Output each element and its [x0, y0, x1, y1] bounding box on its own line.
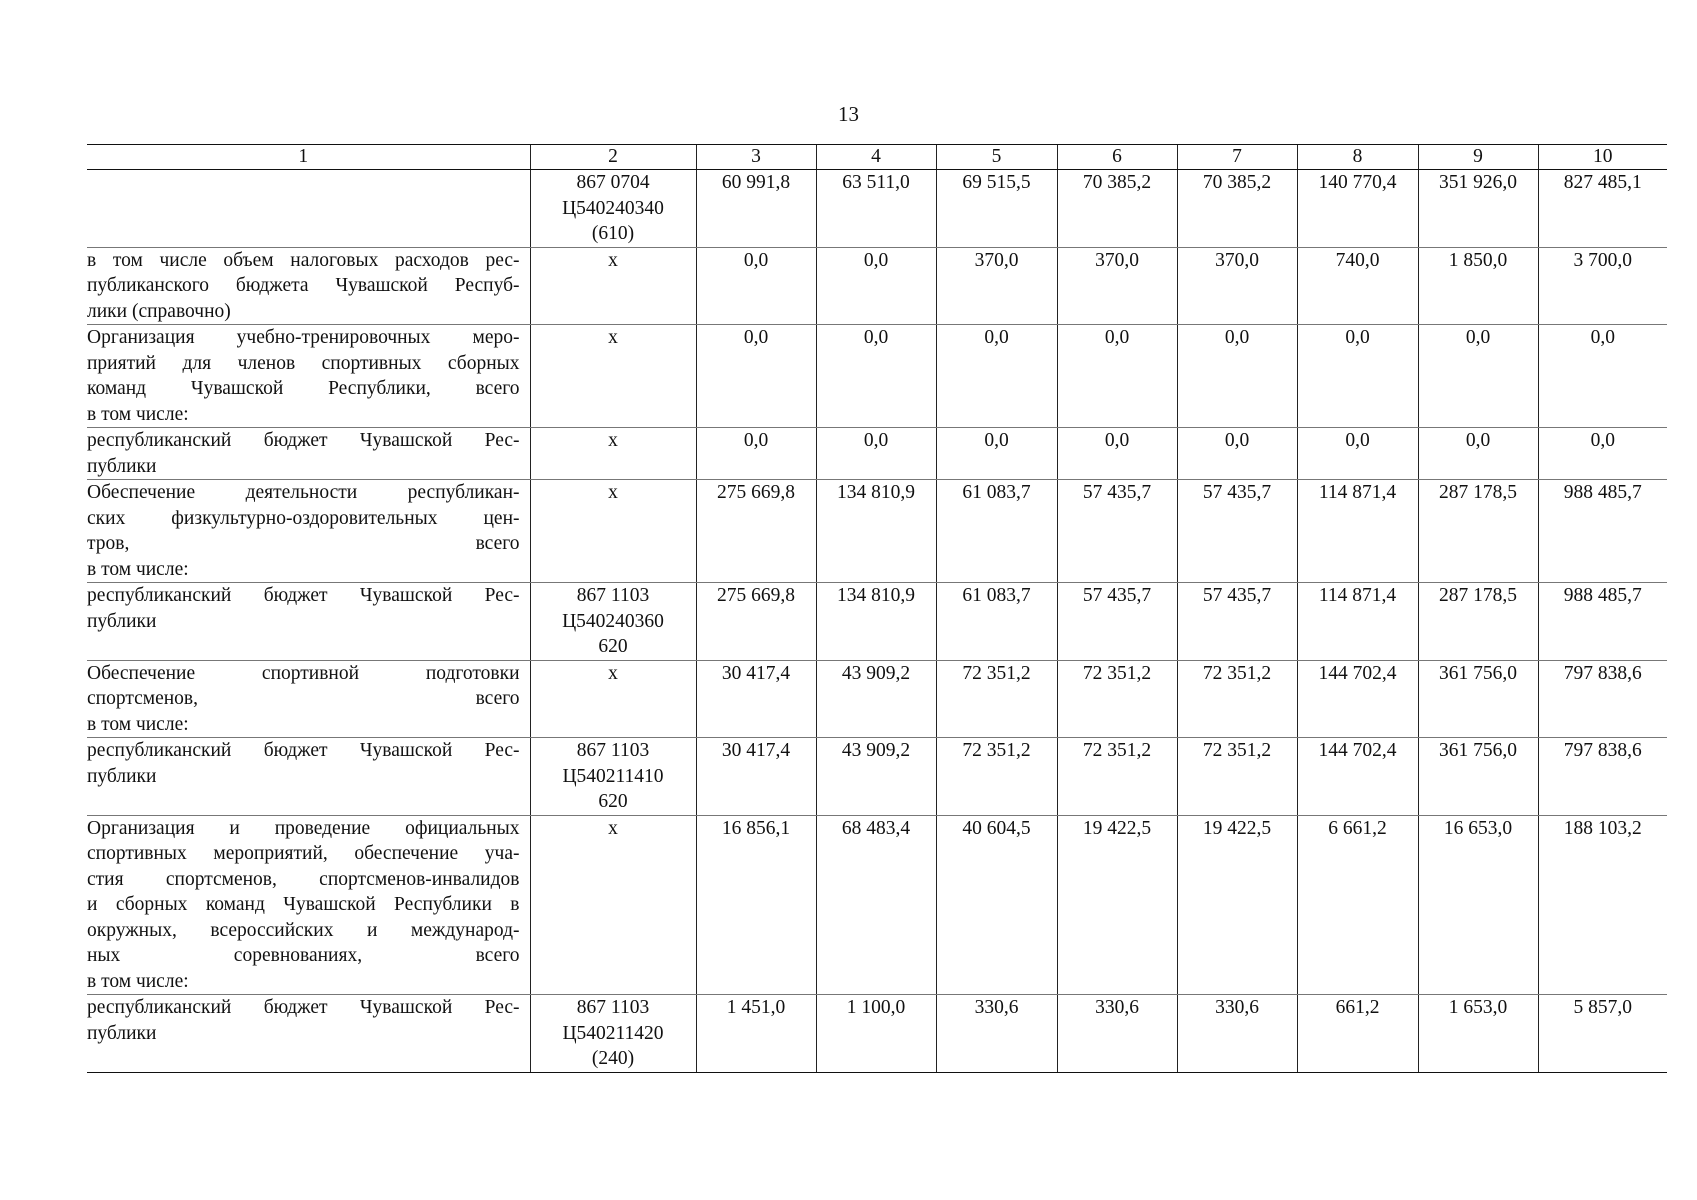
- code-line: 867 1103: [576, 997, 650, 1018]
- code-line: (240): [591, 1048, 635, 1069]
- value-cell: 60 991,8: [696, 170, 816, 248]
- code-line: Ц540240360: [562, 610, 664, 632]
- row-description: [87, 428, 530, 480]
- value-cell: 61 083,7: [936, 583, 1057, 661]
- description-line: ных соревнованиях, всего: [87, 945, 520, 966]
- value-cell: 370,0: [936, 247, 1057, 325]
- value-cell: 797 838,6: [1538, 738, 1667, 816]
- value-cell: 19 422,5: [1057, 815, 1177, 995]
- description-line: публики: [87, 455, 157, 477]
- description-line: в том числе:: [87, 403, 189, 425]
- column-header: 6: [1057, 145, 1177, 170]
- table-row: [87, 995, 1667, 1073]
- description-line: в том числе:: [87, 558, 189, 580]
- value-cell: 57 435,7: [1177, 480, 1297, 583]
- code-line: 620: [598, 636, 628, 657]
- page-number: 13: [838, 102, 859, 126]
- budget-code: [530, 995, 696, 1073]
- header-row: [87, 145, 1667, 170]
- table-body: [87, 145, 1667, 1073]
- description-line: команд Чувашской Республики, всего: [87, 378, 520, 399]
- row-description: [87, 583, 530, 661]
- value-cell: 72 351,2: [1177, 738, 1297, 816]
- code-line: Ц540211410: [562, 765, 664, 787]
- value-cell: 43 909,2: [816, 660, 936, 738]
- value-cell: 0,0: [936, 325, 1057, 428]
- value-cell: 134 810,9: [816, 583, 936, 661]
- budget-code: [530, 428, 696, 480]
- description-line: республиканский бюджет Чувашской Рес-: [87, 585, 520, 606]
- column-header: 4: [816, 145, 936, 170]
- description-line: республиканский бюджет Чувашской Рес-: [87, 740, 520, 761]
- budget-code: [530, 325, 696, 428]
- description-line: ских физкультурно-оздоровительных цен-: [87, 507, 520, 529]
- value-cell: 114 871,4: [1297, 480, 1418, 583]
- value-cell: 43 909,2: [816, 738, 936, 816]
- value-cell: 287 178,5: [1418, 480, 1538, 583]
- code-line: х: [608, 327, 618, 348]
- row-description: [87, 815, 530, 995]
- value-cell: 114 871,4: [1297, 583, 1418, 661]
- description-line: республиканский бюджет Чувашской Рес-: [87, 430, 520, 451]
- value-cell: 988 485,7: [1538, 583, 1667, 661]
- row-description: [87, 247, 530, 325]
- row-description: [87, 170, 530, 248]
- code-line: Ц540211420: [562, 1022, 664, 1044]
- budget-code: [530, 480, 696, 583]
- value-cell: 275 669,8: [696, 583, 816, 661]
- value-cell: 661,2: [1297, 995, 1418, 1073]
- value-cell: 988 485,7: [1538, 480, 1667, 583]
- value-cell: 69 515,5: [936, 170, 1057, 248]
- row-description: [87, 660, 530, 738]
- description-line: публиканского бюджета Чувашской Респуб-: [87, 275, 520, 296]
- description-line: публики: [87, 610, 157, 632]
- value-cell: 70 385,2: [1057, 170, 1177, 248]
- budget-code: [530, 815, 696, 995]
- description-line: стия спортсменов, спортсменов-инвалидов: [87, 868, 520, 890]
- description-line: публики: [87, 1022, 157, 1044]
- table-row: [87, 660, 1667, 738]
- value-cell: 330,6: [1057, 995, 1177, 1073]
- value-cell: 72 351,2: [1177, 660, 1297, 738]
- code-line: х: [608, 817, 618, 839]
- value-cell: 0,0: [696, 428, 816, 480]
- column-header: 5: [936, 145, 1057, 170]
- value-cell: 370,0: [1057, 247, 1177, 325]
- value-cell: 57 435,7: [1177, 583, 1297, 661]
- value-cell: 1 653,0: [1418, 995, 1538, 1073]
- value-cell: 140 770,4: [1297, 170, 1418, 248]
- value-cell: 361 756,0: [1418, 660, 1538, 738]
- table-row: [87, 583, 1667, 661]
- value-cell: 61 083,7: [936, 480, 1057, 583]
- value-cell: 0,0: [1538, 428, 1667, 480]
- value-cell: 0,0: [1057, 428, 1177, 480]
- value-cell: 16 653,0: [1418, 815, 1538, 995]
- code-line: х: [608, 430, 618, 451]
- value-cell: 144 702,4: [1297, 660, 1418, 738]
- value-cell: 57 435,7: [1057, 583, 1177, 661]
- row-description: [87, 995, 530, 1073]
- column-header: 2: [530, 145, 696, 170]
- value-cell: 0,0: [936, 428, 1057, 480]
- value-cell: 361 756,0: [1418, 738, 1538, 816]
- description-line: спортивных мероприятий, обеспечение уча-: [87, 843, 520, 864]
- value-cell: 1 100,0: [816, 995, 936, 1073]
- code-line: 867 0704: [576, 172, 650, 193]
- value-cell: 57 435,7: [1057, 480, 1177, 583]
- value-cell: 0,0: [696, 325, 816, 428]
- value-cell: 30 417,4: [696, 738, 816, 816]
- description-line: тров, всего: [87, 533, 520, 554]
- description-line: Обеспечение деятельности республикан-: [87, 482, 520, 503]
- code-line: 867 1103: [576, 585, 650, 606]
- value-cell: 0,0: [816, 428, 936, 480]
- value-cell: 275 669,8: [696, 480, 816, 583]
- value-cell: 330,6: [1177, 995, 1297, 1073]
- description-line: лики (справочно): [87, 300, 231, 322]
- value-cell: 5 857,0: [1538, 995, 1667, 1073]
- value-cell: 0,0: [816, 247, 936, 325]
- description-line: и сборных команд Чувашской Республики в: [87, 894, 520, 915]
- column-header: 9: [1418, 145, 1538, 170]
- value-cell: 30 417,4: [696, 660, 816, 738]
- value-cell: 797 838,6: [1538, 660, 1667, 738]
- value-cell: 134 810,9: [816, 480, 936, 583]
- value-cell: 330,6: [936, 995, 1057, 1073]
- description-line: окружных, всероссийских и международ-: [87, 919, 520, 941]
- value-cell: 0,0: [1177, 428, 1297, 480]
- value-cell: 63 511,0: [816, 170, 936, 248]
- value-cell: 370,0: [1177, 247, 1297, 325]
- column-header: 3: [696, 145, 816, 170]
- table-row: [87, 815, 1667, 995]
- value-cell: 351 926,0: [1418, 170, 1538, 248]
- table-row: [87, 428, 1667, 480]
- value-cell: 0,0: [696, 247, 816, 325]
- value-cell: 0,0: [1538, 325, 1667, 428]
- value-cell: 6 661,2: [1297, 815, 1418, 995]
- description-line: публики: [87, 765, 157, 787]
- value-cell: 72 351,2: [936, 660, 1057, 738]
- column-header: 1: [87, 145, 530, 170]
- code-line: (610): [591, 223, 635, 244]
- value-cell: 827 485,1: [1538, 170, 1667, 248]
- value-cell: 19 422,5: [1177, 815, 1297, 995]
- budget-code: [530, 660, 696, 738]
- value-cell: 144 702,4: [1297, 738, 1418, 816]
- value-cell: 0,0: [1418, 325, 1538, 428]
- table-row: [87, 325, 1667, 428]
- budget-table: [87, 144, 1667, 1073]
- code-line: х: [608, 662, 618, 684]
- value-cell: 287 178,5: [1418, 583, 1538, 661]
- value-cell: 1 850,0: [1418, 247, 1538, 325]
- value-cell: 0,0: [816, 325, 936, 428]
- budget-code: [530, 247, 696, 325]
- row-description: [87, 325, 530, 428]
- value-cell: 72 351,2: [1057, 660, 1177, 738]
- value-cell: 0,0: [1297, 325, 1418, 428]
- budget-code: [530, 170, 696, 248]
- column-header: 8: [1297, 145, 1418, 170]
- value-cell: 740,0: [1297, 247, 1418, 325]
- budget-code: [530, 583, 696, 661]
- value-cell: 16 856,1: [696, 815, 816, 995]
- code-line: х: [608, 249, 618, 271]
- table-row: [87, 170, 1667, 248]
- value-cell: 40 604,5: [936, 815, 1057, 995]
- value-cell: 3 700,0: [1538, 247, 1667, 325]
- description-line: в том числе:: [87, 970, 189, 992]
- code-line: 620: [598, 791, 628, 812]
- row-description: [87, 738, 530, 816]
- description-line: в том числе:: [87, 713, 189, 735]
- value-cell: 68 483,4: [816, 815, 936, 995]
- description-line: спортсменов, всего: [87, 688, 520, 709]
- description-line: Обеспечение спортивной подготовки: [87, 662, 520, 684]
- value-cell: 72 351,2: [936, 738, 1057, 816]
- description-line: приятий для членов спортивных сборных: [87, 352, 520, 374]
- value-cell: 1 451,0: [696, 995, 816, 1073]
- value-cell: 188 103,2: [1538, 815, 1667, 995]
- table-row: [87, 738, 1667, 816]
- description-line: республиканский бюджет Чувашской Рес-: [87, 997, 520, 1018]
- description-line: Организация и проведение официальных: [87, 817, 520, 839]
- column-header: 10: [1538, 145, 1667, 170]
- table-row: [87, 480, 1667, 583]
- code-line: Ц540240340: [562, 197, 664, 219]
- budget-code: [530, 738, 696, 816]
- code-line: 867 1103: [576, 740, 650, 761]
- description-line: в том числе объем налоговых расходов рес-: [87, 249, 520, 271]
- value-cell: 0,0: [1177, 325, 1297, 428]
- column-header: 7: [1177, 145, 1297, 170]
- code-line: х: [608, 482, 618, 503]
- value-cell: 70 385,2: [1177, 170, 1297, 248]
- value-cell: 0,0: [1297, 428, 1418, 480]
- row-description: [87, 480, 530, 583]
- value-cell: 0,0: [1418, 428, 1538, 480]
- table-row: [87, 247, 1667, 325]
- description-line: Организация учебно-тренировочных меро-: [87, 327, 520, 348]
- value-cell: 0,0: [1057, 325, 1177, 428]
- value-cell: 72 351,2: [1057, 738, 1177, 816]
